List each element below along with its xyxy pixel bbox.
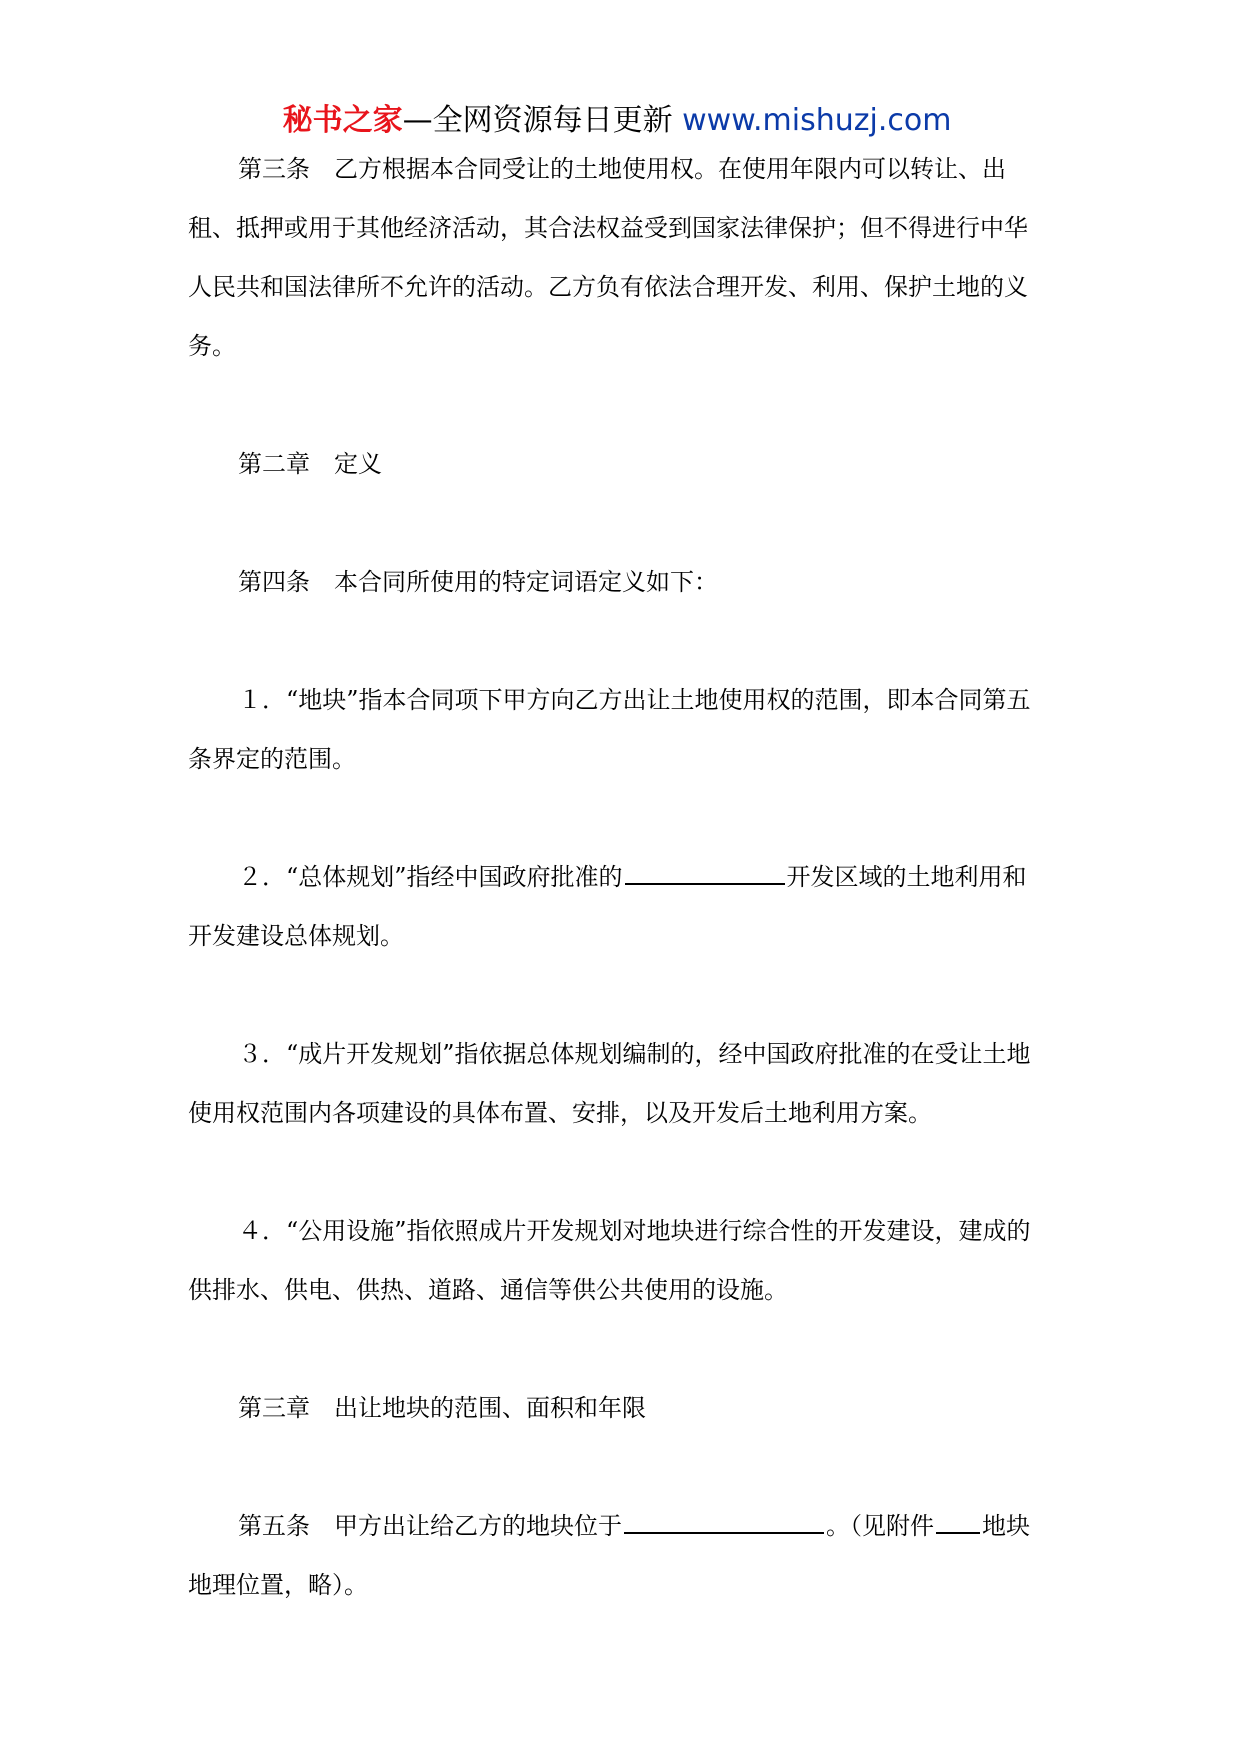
- chapter-2-label: 第二章: [238, 450, 310, 478]
- definition-number: ３．: [238, 1040, 286, 1068]
- definition-number: ４．: [238, 1217, 286, 1245]
- chapter-3-label: 第三章: [238, 1394, 310, 1422]
- article-3: [188, 140, 1048, 376]
- definition-3: [188, 1025, 1048, 1143]
- definition-text: “公用设施”指依照成片开发规划对地块进行综合性的开发建设，建成的供排水、供电、供热、道路、通信等供公共使用的设施。: [188, 1217, 1031, 1304]
- fill-in-blank: [625, 857, 785, 885]
- chapter-3-title: 出让地块的范围、面积和年限: [334, 1394, 646, 1422]
- chapter-3-heading: [188, 1379, 1048, 1438]
- location-blank: [624, 1506, 824, 1534]
- site-header: [0, 101, 1234, 141]
- annex-number-blank: [936, 1506, 980, 1534]
- article-5: [188, 1497, 1048, 1615]
- header-slogan: —全网资源每日更新: [402, 103, 673, 138]
- chapter-2-heading: [188, 435, 1048, 494]
- definition-number: １．: [238, 686, 286, 714]
- definition-4: [188, 1202, 1048, 1320]
- definition-number: ２．: [238, 863, 286, 891]
- article-4: [188, 553, 1048, 612]
- definition-text-before-blank: “总体规划”指经中国政府批准的: [286, 863, 623, 891]
- article-5-label: 第五条: [238, 1512, 310, 1540]
- article-4-label: 第四条: [238, 568, 310, 596]
- chapter-2-title: 定义: [334, 450, 382, 478]
- definition-2: [188, 848, 1048, 966]
- article-5-text-middle: 。（见附件: [826, 1512, 934, 1540]
- definition-text: “成片开发规划”指依据总体规划编制的，经中国政府批准的在受让土地使用权范围内各项建设的具体布置、安排，以及开发后土地利用方案。: [188, 1040, 1031, 1127]
- definition-text-after-blank: 开发区域的土地利用和开发建设总体规划。: [188, 863, 1027, 950]
- definition-text: “地块”指本合同项下甲方向乙方出让土地使用权的范围，即本合同第五条界定的范围。: [188, 686, 1031, 773]
- definition-1: [188, 671, 1048, 789]
- document-body: [188, 140, 1048, 1615]
- article-5-text-before-blank: 甲方出让给乙方的地块位于: [334, 1512, 622, 1540]
- article-4-text: 本合同所使用的特定词语定义如下：: [334, 568, 718, 596]
- article-3-text: 乙方根据本合同受让的土地使用权。在使用年限内可以转让、出租、抵押或用于其他经济活动，其合法权益受到国家法律保护；但不得进行中华人民共和国法律所不允许的活动。乙方负有依法合理开发、利用、保护土地的义务。: [188, 155, 1028, 360]
- article-3-label: 第三条: [238, 155, 310, 183]
- site-url[interactable]: www.mishuzj.com: [682, 103, 952, 138]
- brand-name: 秘书之家: [282, 103, 403, 138]
- article-5-text-after-blank: 地块地理位置，略）。: [188, 1512, 1030, 1599]
